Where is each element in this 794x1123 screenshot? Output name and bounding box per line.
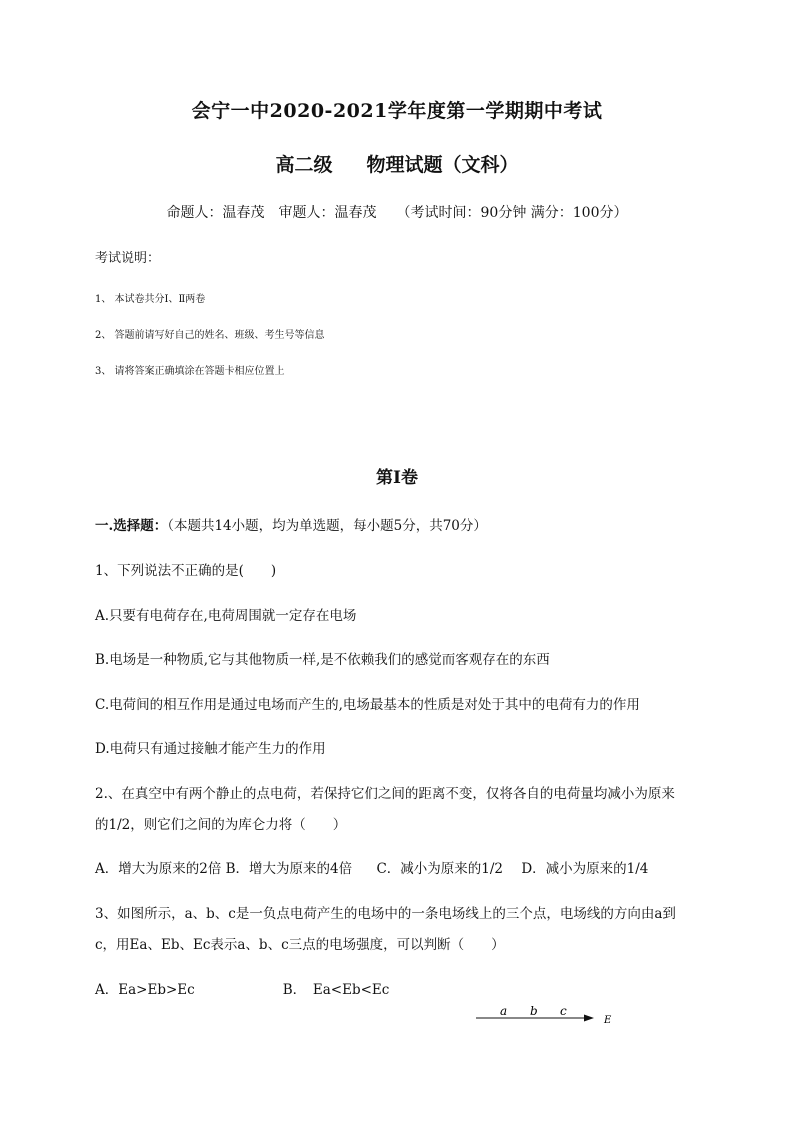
q2-stem-line2: 的1/2，则它们之间的为库仑力将（ ）: [95, 817, 347, 833]
q2-option: A．增大为原来的2倍: [95, 861, 222, 877]
q1-option: A.只要有电荷存在,电荷周围就一定存在电场: [95, 608, 357, 624]
point-label-a: a: [500, 1004, 508, 1018]
field-line-figure: [470, 1003, 620, 1029]
q2-option: B．增大为原来的4倍: [225, 861, 353, 877]
q2-stem-line1: 2.、在真空中有两个静止的点电荷，若保持它们之间的距离不变，仅将各自的电荷量均减小为原来: [95, 786, 675, 802]
grade-label: 高二级: [275, 154, 333, 176]
field-arrow-icon: [584, 1015, 594, 1022]
note-item: 2、 答题前请写好自己的姓名、班级、考生号等信息: [95, 330, 325, 341]
q2-option: D．减小为原来的1/4: [521, 861, 649, 877]
setter: 命题人：温春茂: [166, 205, 265, 221]
field-label-e: E: [604, 1015, 612, 1026]
q2-options: [95, 857, 648, 877]
section-heading-rules: （本题共14小题，均为单选题，每小题5分，共70分）: [167, 518, 487, 534]
subject-label: 物理试题（文科）: [366, 154, 519, 176]
q3-option: B． Ea<Eb<Ec: [282, 982, 390, 998]
q1-option: C.电荷间的相互作用是通过电场而产生的,电场最基本的性质是对处于其中的电荷有力的作用: [95, 697, 640, 713]
q3-options: [95, 978, 389, 998]
point-label-b: b: [530, 1004, 538, 1018]
note-item: 1、 本试卷共分Ⅰ、Ⅱ两卷: [95, 294, 206, 305]
section-heading: [95, 514, 487, 534]
point-label-c: c: [560, 1004, 567, 1018]
q1-option: B.电场是一种物质,它与其他物质一样,是不依赖我们的感觉而客观存在的东西: [95, 652, 550, 668]
section-heading-label: 一.选择题：: [95, 518, 168, 534]
exam-title: 会宁一中2020-2021学年度第一学期期中考试: [191, 100, 603, 122]
exam-subtitle: [0, 150, 794, 177]
q1-stem: 1、下列说法不正确的是( ): [95, 563, 277, 579]
q1-option: D.电荷只有通过接触才能产生力的作用: [95, 741, 326, 757]
exam-meta: [0, 202, 794, 222]
exam-info: （考试时间：90分钟 满分：100分）: [396, 205, 628, 221]
q3-stem-line2: c，用Ea、Eb、Ec表示a、b、c三点的电场强度，可以判断（ ）: [95, 937, 505, 953]
section-title: 第Ⅰ卷: [376, 468, 418, 488]
q3-stem-line1: 3、如图所示，a、b、c是一负点电荷产生的电场中的一条电场线上的三个点，电场线的方向由a到: [95, 906, 676, 922]
note-item: 3、 请将答案正确填涂在答题卡相应位置上: [95, 366, 285, 377]
notes-heading: 考试说明：: [95, 251, 161, 266]
reviewer: 审题人：温春茂: [278, 205, 377, 221]
q2-option: C．减小为原来的1/2: [376, 861, 504, 877]
q3-option: A．Ea>Eb>Ec: [95, 982, 195, 998]
